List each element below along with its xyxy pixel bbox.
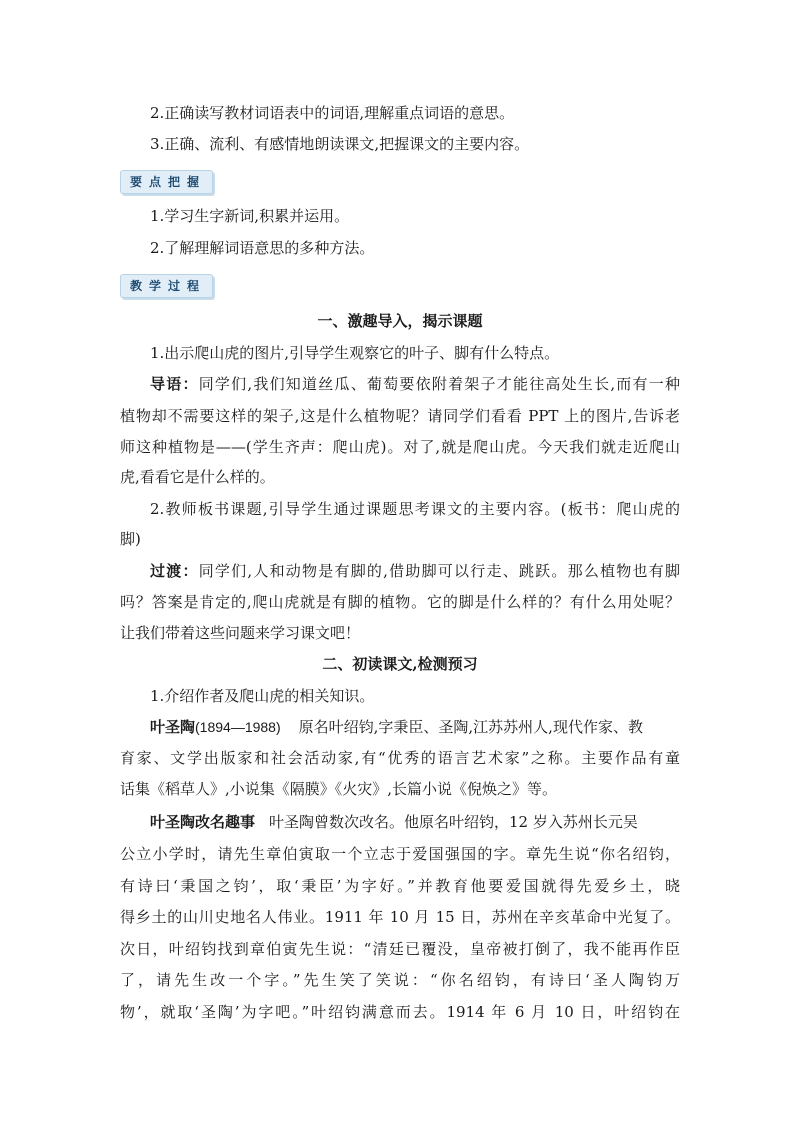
transition-line-3: 让我们带着这些问题来学习课文吧！: [120, 624, 361, 642]
author-line-2: 育家、文学出版家和社会活动家,有“优秀的语言艺术家”之称。主要作品有童: [120, 749, 680, 767]
intro-line-3: 师这种植物是——(学生齐声：爬山虎)。对了,就是爬山虎。今天我们就走近爬山: [120, 438, 680, 456]
section-2-item-1: 1.介绍作者及爬山虎的相关知识。: [150, 687, 375, 705]
story-line-2: 公立小学时，请先生章伯寅取一个立志于爱国强国的字。章先生说“你名绍钧，: [120, 845, 680, 863]
story-line-6: 了，请先生改一个字。”先生笑了笑说：“你名绍钧，有诗曰‘圣人陶钧万: [120, 971, 680, 989]
objective-item-3: 3.正确、流利、有感情地朗读课文,把握课文的主要内容。: [150, 135, 530, 153]
story-line-4: 得乡土的山川史地名人伟业。1911 年 10 月 15 日，苏州在辛亥革命中光复了。: [120, 908, 680, 926]
transition-line-2: 吗？答案是肯定的,爬山虎就是有脚的植物。它的脚是什么样的？有什么用处呢？: [120, 593, 680, 611]
author-line-3: 话集《稻草人》,小说集《隔膜》《火灾》,长篇小说《倪焕之》等。: [120, 780, 558, 798]
section-1-item-2-line-1: 2.教师板书课题,引导学生通过课题思考课文的主要内容。(板书：爬山虎的: [150, 500, 680, 518]
intro-line-1: 导语：同学们,我们知道丝瓜、葡萄要依附着架子才能往高处生长,而有一种: [150, 375, 680, 393]
story-label: 叶圣陶改名趣事: [150, 813, 256, 831]
teaching-process-badge: 教学过程: [120, 274, 213, 298]
story-line-3: 有诗曰‘秉国之钧’，取‘秉臣’为字好。”并教育他要爱国就得先爱乡土，晓: [120, 877, 680, 895]
intro-line-4: 虎,看看它是什么样的。: [120, 468, 275, 486]
key-points-badge: 要点把握: [120, 170, 213, 194]
story-line-1: 叶圣陶改名趣事 叶圣陶曾数次改名。他原名叶绍钧，12 岁入苏州长元吴: [150, 813, 638, 831]
section-1-heading: 一、激趣导入，揭示课题: [317, 312, 483, 330]
intro-label: 导语：: [150, 375, 199, 393]
author-name: 叶圣陶: [150, 718, 196, 736]
objective-item-2: 2.正确读写教材词语表中的词语,理解重点词语的意思。: [150, 104, 515, 122]
transition-line-1: 过渡：同学们,人和动物是有脚的,借助脚可以行走、跳跃。那么植物也有脚: [150, 562, 680, 580]
story-line-5: 次日，叶绍钧找到章伯寅先生说：“清廷已覆没，皇帝被打倒了，我不能再作臣: [120, 940, 680, 958]
section-1-item-2-line-2: 脚): [120, 530, 141, 548]
transition-label: 过渡：: [150, 562, 199, 580]
key-point-item-1: 1.学习生字新词,积累并运用。: [150, 207, 350, 225]
key-point-item-2: 2.了解理解词语意思的多种方法。: [150, 239, 375, 257]
section-2-heading: 二、初读课文,检测预习: [322, 655, 478, 673]
story-line-7: 物’，就取‘圣陶’为字吧。”叶绍钧满意而去。1914 年 6 月 10 日，叶绍钧在: [120, 1003, 680, 1021]
author-line-1: 叶圣陶(1894—1988) 原名叶绍钧,字秉臣、圣陶,江苏苏州人,现代作家、教: [150, 718, 643, 736]
section-1-item-1: 1.出示爬山虎的图片,引导学生观察它的叶子、脚有什么特点。: [150, 344, 560, 362]
intro-line-2: 植物却不需要这样的架子,这是什么植物呢？请同学们看看 PPT 上的图片,告诉老: [120, 407, 680, 425]
author-years: (1894—1988): [195, 719, 281, 735]
